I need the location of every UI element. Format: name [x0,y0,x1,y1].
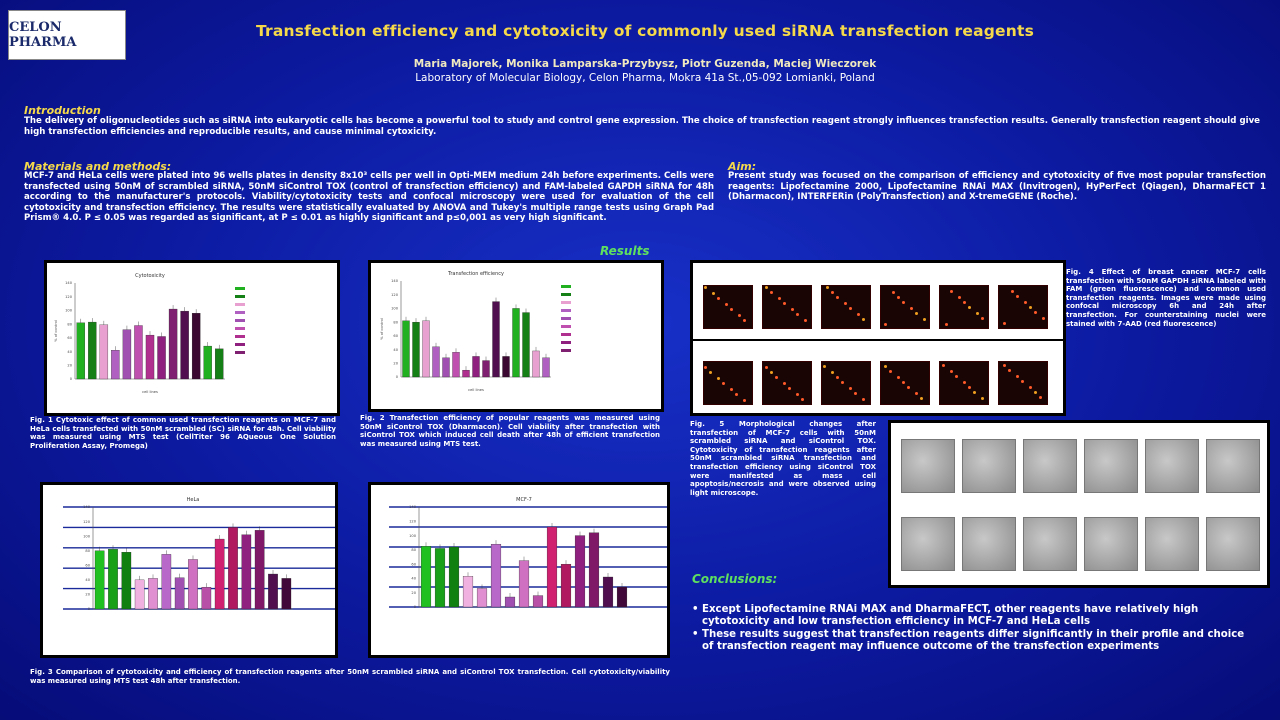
nucleus-dot [730,388,733,391]
nucleus-dot [1024,301,1027,304]
chart-bar [463,370,470,377]
y-tick-label: 140 [65,281,72,286]
nucleus-dot [1029,306,1032,309]
light-microscopy-image [1145,439,1199,493]
legend-swatch [561,285,571,288]
nucleus-dot [804,319,807,322]
y-tick-label: 60 [393,334,398,339]
nucleus-dot [770,291,773,294]
confocal-image [821,361,871,405]
y-axis-label: % of control [54,320,58,342]
chart-title: MCF-7 [516,497,532,503]
celon-pharma-logo [8,10,126,60]
nucleus-dot [765,286,768,289]
nucleus-dot [783,302,786,305]
x-axis-label: cell lines [468,388,484,392]
confocal-image [880,285,930,329]
light-microscopy-image [962,439,1016,493]
fig3-mcf7-chart [371,485,667,655]
light-microscopy-image [1206,439,1260,493]
confocal-image [998,361,1048,405]
chart-bar [483,361,490,377]
chart-bar [242,535,251,609]
chart-bar [421,546,431,607]
poster-title: Transfection efficiency and cytotoxicity of commonly used siRNA transfection reagents [255,22,1035,40]
conclusion-text-2: These results suggest that transfection reagents differ significantly in their profile and choice of transfection reagent may influence outcome of the transfection experiments [702,628,1245,653]
nucleus-dot [955,375,958,378]
legend-swatch [561,325,571,328]
y-tick-label: 140 [391,279,398,284]
nucleus-dot [730,308,733,311]
chart-bar [575,536,585,607]
nucleus-dot [743,399,746,402]
y-tick-label: 40 [67,349,72,354]
conclusion-text-1: Except Lipofectamine RNAi MAX and DharmaFECT, other reagents have relatively high cytotoxicity and low transfection efficiency in MCF-7 and HeLa cells [702,604,1199,628]
legend-swatch [561,349,571,352]
chart-bar [228,527,237,609]
chart-bar [449,547,459,607]
nucleus-dot [884,323,887,326]
nucleus-dot [735,393,738,396]
nucleus-dot [704,366,707,369]
nucleus-dot [1034,391,1037,394]
chart-bar [122,552,131,609]
nucleus-dot [897,376,900,379]
chart-bar [100,325,108,379]
y-tick-label: 100 [391,306,398,311]
y-tick-label: 0 [87,607,90,612]
nucleus-dot [945,323,948,326]
nucleus-dot [892,291,895,294]
y-tick-label: 80 [67,322,72,327]
confocal-image [703,361,753,405]
y-tick-label: 120 [409,519,416,524]
confocal-image [939,361,989,405]
nucleus-dot [1011,290,1014,293]
results-heading: Results [600,244,650,258]
nucleus-dot [712,292,715,295]
y-tick-label: 0 [69,377,72,382]
confocal-image [998,285,1048,329]
y-tick-label: 120 [83,519,90,524]
nucleus-dot [1042,317,1045,320]
chart-bar [473,356,480,377]
light-microscopy-image [901,517,955,571]
nucleus-dot [722,382,725,385]
chart-bar [453,352,460,377]
chart-bar [413,322,420,377]
y-tick-label: 20 [85,592,90,597]
y-tick-label: 40 [393,347,398,352]
nucleus-dot [897,296,900,299]
y-tick-label: 80 [393,320,398,325]
chart-bar [282,578,291,609]
nucleus-dot [796,393,799,396]
chart-bar [148,578,157,609]
y-tick-label: 80 [411,548,416,553]
confocal-image [762,361,812,405]
chart-bar [491,544,501,607]
chart-bar [188,559,197,609]
bullet-icon: • [692,604,699,615]
confocal-image [880,361,930,405]
chart-bar [443,358,450,377]
nucleus-dot [725,303,728,306]
nucleus-dot [902,381,905,384]
nucleus-dot [709,371,712,374]
nucleus-dot [976,312,979,315]
logo-text: CELON PHARMA [9,20,77,50]
y-tick-label: 120 [391,292,398,297]
legend-swatch [235,303,245,306]
y-tick-label: 100 [83,534,90,539]
nucleus-dot [783,382,786,385]
y-tick-label: 100 [65,308,72,313]
chart-bar [175,578,184,609]
chart-bar [589,533,599,607]
nucleus-dot [831,291,834,294]
fig1-chart [47,263,337,413]
x-axis-label: cell lines [142,390,158,394]
methods-heading: Materials and methods: [24,160,172,173]
nucleus-dot [778,297,781,300]
y-tick-label: 80 [85,548,90,553]
legend-swatch [561,341,571,344]
nucleus-dot [862,398,865,401]
chart-bar [519,561,529,607]
introduction-text: The delivery of oligonucleotides such as siRNA into eukaryotic cells has become a powerful tool to study and control gene expression. The choice of transfection reagent strongly influences transfection results. Generally transfection reagent should give high transfection efficiencies and reproducible results, and cause minimal cytoxicity. [24,116,1260,137]
nucleus-dot [1034,311,1037,314]
nucleus-dot [981,397,984,400]
legend-swatch [235,335,245,338]
y-tick-label: 60 [411,562,416,567]
y-tick-label: 100 [409,533,416,538]
fig3-hela-chart [43,485,335,655]
chart-bar [435,548,445,607]
nucleus-dot [1016,375,1019,378]
nucleus-dot [973,391,976,394]
y-tick-label: 20 [67,363,72,368]
y-tick-label: 140 [409,505,416,510]
nucleus-dot [704,286,707,289]
nucleus-dot [915,392,918,395]
y-tick-label: 40 [411,576,416,581]
nucleus-dot [796,313,799,316]
nucleus-dot [717,297,720,300]
y-tick-label: 140 [83,505,90,510]
nucleus-dot [910,307,913,310]
fig3-mcf7-panel [368,482,670,658]
nucleus-dot [849,387,852,390]
chart-bar [111,350,119,379]
nucleus-dot [862,318,865,321]
nucleus-dot [801,398,804,401]
chart-bar [423,321,430,377]
fig5-light-microscopy-panel [888,420,1270,588]
light-microscopy-image [1206,517,1260,571]
introduction-heading: Introduction [24,104,101,117]
fig4-caption: Fig. 4 Effect of breast cancer MCF-7 cells transfection with 50nM GAPDH siRNA labeled with FAM (green fluorescence) and common used transfection reagents. Images were made using confocal microscopy 6h and 24h after transfection. For counterstaining nuclei were stained with 7-AAD (red fluorescence) [1066,268,1266,328]
nucleus-dot [981,317,984,320]
nucleus-dot [831,371,834,374]
nucleus-dot [968,386,971,389]
confocal-image [703,285,753,329]
light-microscopy-image [901,439,955,493]
panel-divider [693,339,1063,341]
conclusion-item [692,604,1252,629]
nucleus-dot [775,376,778,379]
nucleus-dot [884,365,887,368]
chart-title: Transfection efficiency [448,271,504,277]
legend-swatch [235,343,245,346]
nucleus-dot [743,319,746,322]
chart-bar [603,577,613,607]
nucleus-dot [1029,386,1032,389]
chart-bar [215,539,224,609]
nucleus-dot [950,290,953,293]
chart-bar [77,323,85,379]
nucleus-dot [963,301,966,304]
chart-bar [162,554,171,609]
chart-bar [493,302,500,377]
chart-bar [477,588,487,607]
nucleus-dot [1003,322,1006,325]
chart-bar [513,308,520,377]
chart-bar [95,551,104,609]
nucleus-dot [950,370,953,373]
chart-bar [192,313,200,379]
nucleus-dot [826,286,829,289]
fig5-caption: Fig. 5 Morphological changes after transfection of MCF-7 cells with 50nM scrambled siRNA and siControl TOX. Cytotoxicity of transfection reagents after 50nM scrambled siRNA transfection and transfection efficiency using siControl TOX were manifested as mass cell apoptosis/necrosis and were observed using light microscope. [690,420,876,497]
legend-swatch [561,317,571,320]
legend-swatch [235,295,245,298]
conclusions-list [692,604,1252,654]
chart-bar [543,358,550,377]
nucleus-dot [1016,295,1019,298]
legend-swatch [561,301,571,304]
y-tick-label: 120 [65,294,72,299]
light-microscopy-image [1145,517,1199,571]
bullet-icon: • [692,628,699,640]
nucleus-dot [942,364,945,367]
nucleus-dot [1003,364,1006,367]
nucleus-dot [1039,396,1042,399]
chart-bar [202,587,211,609]
chart-bar [134,326,142,379]
nucleus-dot [765,366,768,369]
y-axis-label: % of control [380,318,384,340]
authors: Maria Majorek, Monika Lamparska-Przybysz, Piotr Guzenda, Maciej Wieczorek [413,58,877,70]
chart-bar [523,313,530,377]
nucleus-dot [1008,369,1011,372]
chart-bar [463,576,473,607]
light-microscopy-image [1084,517,1138,571]
legend-swatch [561,333,571,336]
methods-text: MCF-7 and HeLa cells were plated into 96 wells plates in density 8x10³ cells per well in Opti-MEM medium 24h before experiments. Cells were transfected using 50nM of scrambled siRNA, 50nM siControl TOX (control of transfection efficiency) and FAM-labeled GAPDH siRNA for 48h according to the manufacturer's protocols. Viability/cytotoxicity tests and confocal microscopy were used for evaluation of the cell cytotoxicity and transfection efficiency. The results were statistically evaluated by ANOVA and Tukey's multiple range tests using Graph Pad Prism® 4.0. P ≤ 0.05 was regarded as significant, at P ≤ 0.01 as highly significant and p≤0,001 as very high significant. [24,171,714,224]
chart-bar [503,356,510,377]
fig1-caption: Fig. 1 Cytotoxic effect of common used transfection reagents on MCF-7 and HeLa cells transfected with 50nM scrambled (SC) siRNA for 48h. Cell viability was measured using MTS test (CellTiter 96 AQueous One Solution Proliferation Assay, Promega) [30,416,336,450]
light-microscopy-image [1023,439,1077,493]
y-tick-label: 60 [67,336,72,341]
chart-bar [533,596,543,607]
light-microscopy-image [962,517,1016,571]
light-microscopy-image [1084,439,1138,493]
nucleus-dot [770,371,773,374]
chart-bar [169,309,177,379]
nucleus-dot [738,314,741,317]
chart-bar [433,347,440,377]
chart-bar [215,349,223,379]
conclusion-item [692,629,1252,654]
chart-bar [204,346,212,379]
nucleus-dot [889,370,892,373]
nucleus-dot [849,307,852,310]
chart-bar [146,335,154,379]
nucleus-dot [823,365,826,368]
chart-bar [533,351,540,377]
fig2-chart [371,263,661,409]
legend-swatch [235,351,245,354]
legend-swatch [235,311,245,314]
light-microscopy-image [1023,517,1077,571]
chart-bar [181,311,189,379]
legend-swatch [561,293,571,296]
chart-title: Cytotoxicity [135,273,165,279]
fig3-hela-panel [40,482,338,658]
fig2-caption: Fig. 2 Transfection efficiency of popular reagents was measured using 50nM siControl TOX (Dharmacon). Cell viability after transfection with siControl TOX which induced cell death after 48h of efficient transfection was measured using MTS test. [360,414,660,448]
chart-bar [158,336,166,379]
nucleus-dot [841,381,844,384]
y-tick-label: 0 [413,605,416,610]
nucleus-dot [717,377,720,380]
chart-bar [135,580,144,609]
nucleus-dot [791,308,794,311]
chart-bar [403,321,410,377]
nucleus-dot [963,381,966,384]
chart-bar [268,574,277,609]
nucleus-dot [915,312,918,315]
fig3-caption: Fig. 3 Comparison of cytotoxicity and efficiency of transfection reagents after 50nM scrambled siRNA and siControl TOX transfection. Cell cytotoxicity/viability was measured using MTS test 48h after transfection. [30,668,670,685]
nucleus-dot [844,302,847,305]
confocal-image [762,285,812,329]
nucleus-dot [968,306,971,309]
nucleus-dot [902,301,905,304]
confocal-image [821,285,871,329]
chart-title: HeLa [186,497,200,503]
chart-bar [255,530,264,609]
aim-text: Present study was focused on the comparison of efficiency and cytotoxicity of five most popular transfection reagents: Lipofectamine 2000, Lipofectamine RNAi MAX (Invitrogen), HyPerFect (Qiagen), DharmaFECT 1 (Dharmacon), INTERFERin (PolyTransfection) and X-tremeGENE (Roche). [728,171,1266,203]
affiliation: Laboratory of Molecular Biology, Celon Pharma, Mokra 41a St.,05-092 Lomianki, Poland [415,72,875,84]
nucleus-dot [920,397,923,400]
conclusions-heading: Conclusions: [692,572,778,586]
y-tick-label: 60 [85,563,90,568]
confocal-image [939,285,989,329]
legend-swatch [235,287,245,290]
nucleus-dot [836,376,839,379]
y-tick-label: 40 [85,578,90,583]
legend-swatch [235,319,245,322]
chart-bar [505,597,515,607]
nucleus-dot [857,313,860,316]
legend-swatch [561,309,571,312]
y-tick-label: 0 [395,375,398,380]
nucleus-dot [958,296,961,299]
chart-bar [123,330,131,379]
nucleus-dot [907,386,910,389]
fig4-confocal-panel [690,260,1066,416]
chart-bar [88,322,96,379]
nucleus-dot [923,318,926,321]
chart-bar [617,587,627,607]
y-tick-label: 20 [393,361,398,366]
fig1-panel [44,260,340,416]
fig2-panel [368,260,664,412]
chart-bar [547,527,557,607]
nucleus-dot [1021,380,1024,383]
chart-bar [108,549,117,609]
aim-heading: Aim: [728,160,757,173]
chart-bar [561,564,571,607]
nucleus-dot [788,387,791,390]
nucleus-dot [854,392,857,395]
nucleus-dot [836,296,839,299]
legend-swatch [235,327,245,330]
y-tick-label: 20 [411,590,416,595]
